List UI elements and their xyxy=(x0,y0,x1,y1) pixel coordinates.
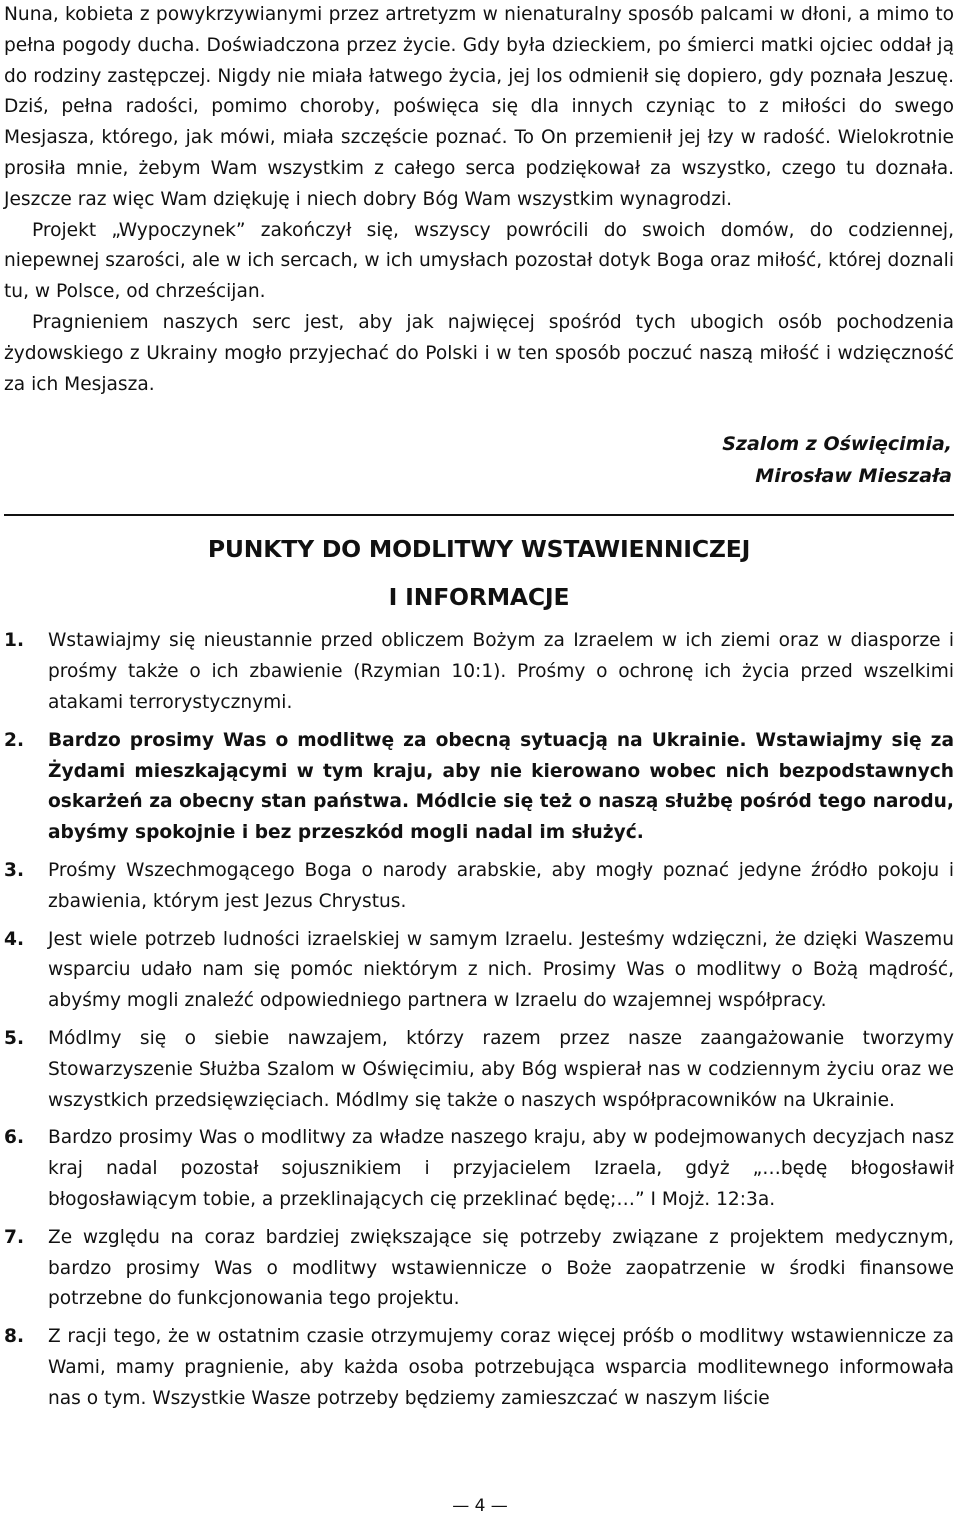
list-item xyxy=(4,856,954,918)
list-item-number: 2. xyxy=(4,729,25,751)
list-item xyxy=(4,1322,954,1414)
list-item-text: Ze względu na coraz bardziej zwiększające się potrzeby związane z projektem medycznym, bardzo prosimy Was o modlitwy wstawiennicze o Boże zaopatrzenie w środki finansowe potrzebne do funkcjonowania tego projektu. xyxy=(48,1226,954,1310)
list-item-text: Z racji tego, że w ostatnim czasie otrzymujemy coraz więcej próśb o modlitwy wstawiennicze za Wami, mamy pragnienie, aby każda osoba potrzebująca wsparcia modlitewnego informowała nas o tym. Wszystkie Wasze potrzeby będziemy zamieszczać w naszym liście xyxy=(48,1326,954,1409)
list-item-text: Bardzo prosimy Was o modlitwę za obecną sytuacją na Ukrainie. Wstawiajmy się za Żydami mieszkającymi w tym kraju, aby nie kierowano wobec nich bezpodstawnych oskarżeń za obecny stan państwa. Módlcie się też o naszą służbę pośród tego narodu, abyśmy spokojnie i bez przeszkód mogli nadal im służyć. xyxy=(48,729,954,844)
list-item-text: Bardzo prosimy Was o modlitwy za władze naszego kraju, aby w podejmowanych decyzjach nasz kraj nadal pozostał sojusznikiem i przyjacielem Izraela, gdyż „…będę błogosławił błogosławiącym tobie, a przeklinających cię przeklinać będę;…” I Mojż. 12:3a. xyxy=(48,1127,954,1210)
paragraph-desire: Pragnieniem naszych serc jest, aby jak najwięcej spośród tych ubogich osób pochodzenia żydowskiego z Ukrainy mogło przyjechać do Polski i w ten sposób poczuć naszą miłość i wdzięczność za ich Mesjasza. xyxy=(4,311,954,395)
list-item-text: Jest wiele potrzeb ludności izraelskiej w samym Izraelu. Jesteśmy wdzięczni, że dzięki Waszemu wsparciu udało nam się pomóc niektórym z nich. Prosimy Was o modlitwy o Bożą mądrość, abyśmy mogli znaleźć odpowiedniego partnera w Izraelu do wzajemnej współpracy. xyxy=(48,928,954,1012)
paragraph-project: Projekt „Wypoczynek” zakończył się, wszyscy powrócili do swoich domów, do codziennej, niepewnej szarości, ale w ich sercach, w ich umysłach pozostał dotyk Boga oraz miłość, której doznali tu, w Polsce, od chrześcijan. xyxy=(4,219,954,303)
list-item-number: 1. xyxy=(4,630,25,652)
prayer-points-list xyxy=(4,626,954,1414)
signature xyxy=(4,428,954,492)
list-item-number: 7. xyxy=(4,1226,25,1248)
section-divider xyxy=(4,514,954,516)
section-heading-line1: PUNKTY DO MODLITWY WSTAWIENNICZEJ xyxy=(207,535,751,564)
list-item-number: 3. xyxy=(4,859,25,881)
list-item-number: 6. xyxy=(4,1127,25,1149)
paragraph-nuna: Nuna, kobieta z powykrzywianymi przez artretyzm w nienaturalny sposób palcami w dłoni, a mimo to pełna pogody ducha. Doświadczona przez życie. Gdy była dzieckiem, po śmierci matki ojciec oddał ją do rodziny zastępczej. Nigdy nie miała łatwego życia, jej los odmienił się dopiero, gdy poznała Jeszuę. Dziś, pełna radości, pomimo choroby, poświęca się dla innych czyniąc to z miłości do swego Mesjasza, którego, jak mówi, miała szczęście poznać. To On przemienił jej łzy w radość. Wielokrotnie prosiła mnie, żebym Wam wszystkim z całego serca podziękował za wszystko, czego tu doznała. Jeszcze raz więc Wam dziękuję i niech dobry Bóg Wam wszystkim wynagrodzi. xyxy=(4,4,954,210)
list-item xyxy=(4,1123,954,1215)
list-item-number: 4. xyxy=(4,928,25,950)
list-item xyxy=(4,1223,954,1315)
page-number: — 4 — xyxy=(452,1496,508,1516)
document-page xyxy=(4,0,954,1421)
signature-line-greeting: Szalom z Oświęcimia, xyxy=(722,433,952,456)
list-item xyxy=(4,1024,954,1116)
list-item-text: Módlmy się o siebie nawzajem, którzy razem przez nasze zaangażowanie tworzymy Stowarzyszenie Służba Szalom w Oświęcimiu, aby Bóg wspierał nas w codziennym życiu oraz we wszystkich przedsięwzięciach. Módlmy się także o naszych współpracowników na Ukrainie. xyxy=(48,1027,954,1111)
list-item-number: 8. xyxy=(4,1326,25,1348)
list-item xyxy=(4,626,954,718)
list-item-number: 5. xyxy=(4,1027,25,1049)
list-item xyxy=(4,925,954,1017)
section-heading-line2: I INFORMACJE xyxy=(388,583,570,612)
list-item-text: Wstawiajmy się nieustannie przed obliczem Bożym za Izraelem w ich ziemi oraz w diasporze i prośmy także o ich zbawienie (Rzymian 10:1). Prośmy o ochronę ich życia przed wszelkimi atakami terrorystycznymi. xyxy=(48,630,954,713)
list-item xyxy=(4,726,954,849)
signature-line-author: Mirosław Mieszała xyxy=(755,465,952,488)
list-item-text: Prośmy Wszechmogącego Boga o narody arabskie, aby mogły poznać jedyne źródło pokoju i zbawienia, którym jest Jezus Chrystus. xyxy=(48,859,954,912)
